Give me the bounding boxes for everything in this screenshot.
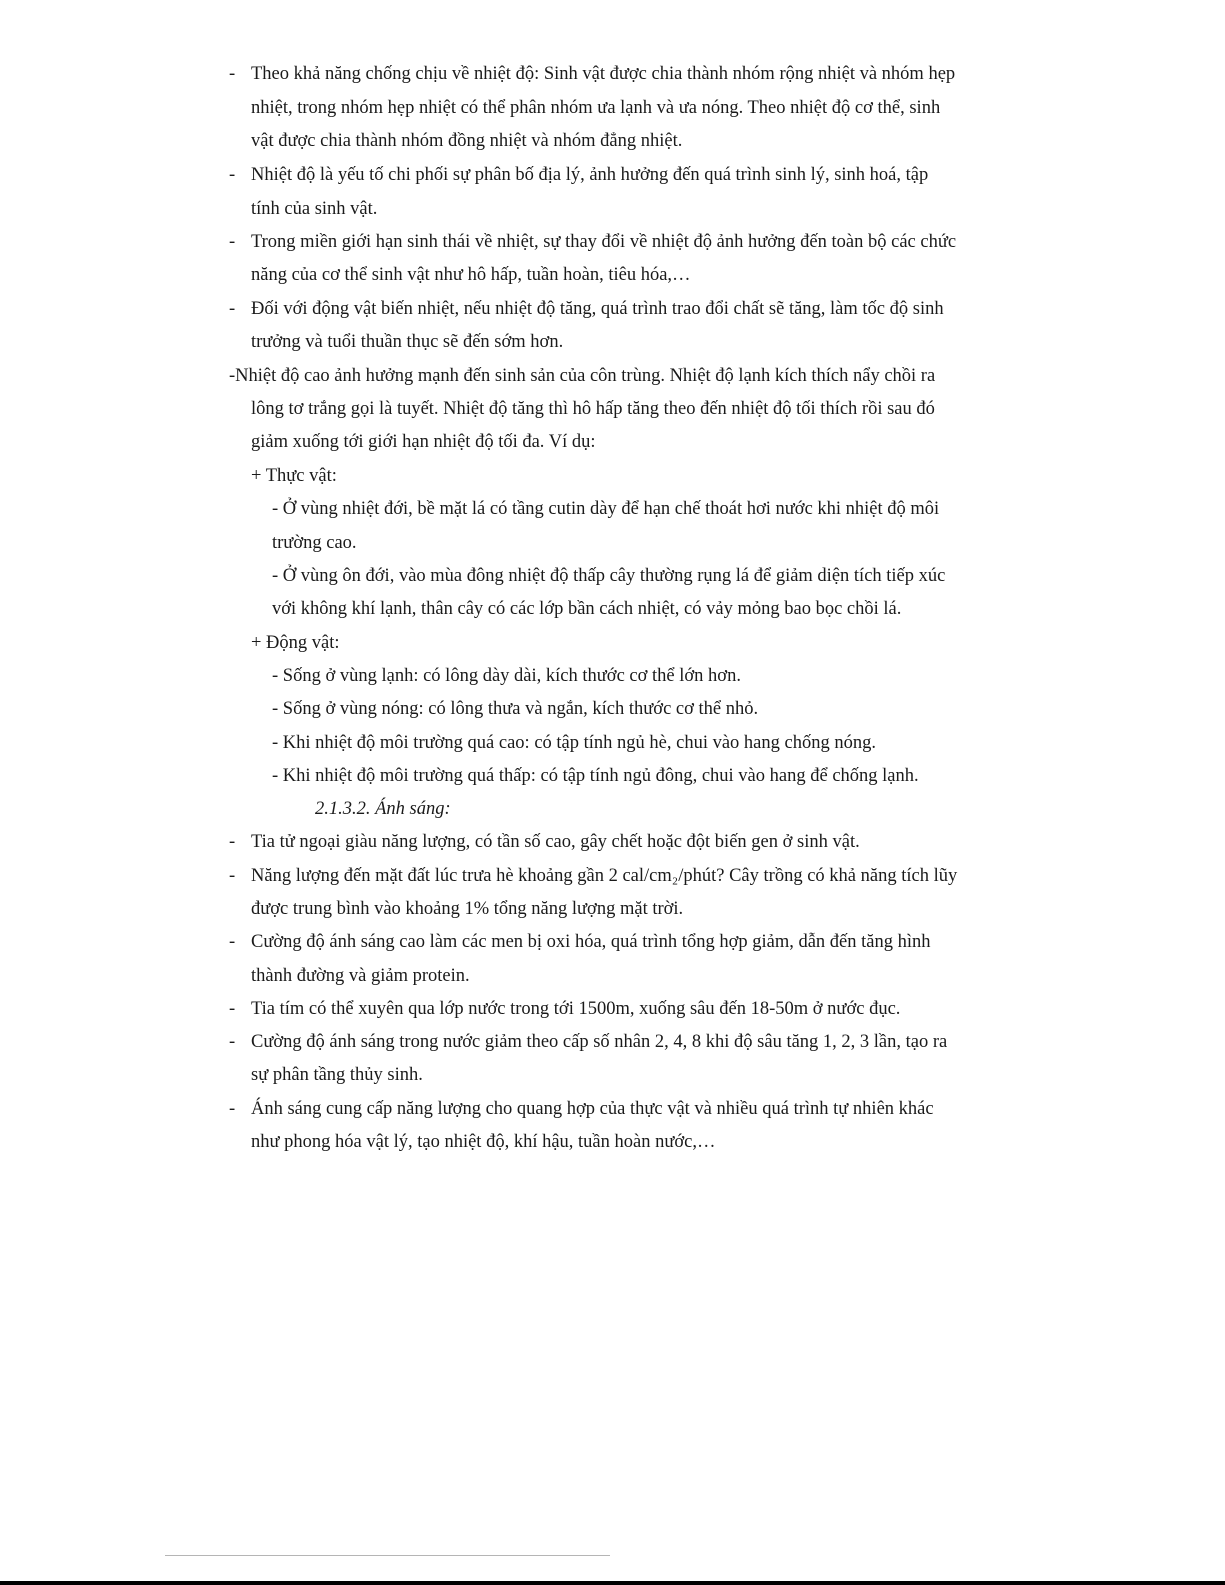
text-line: được trung bình vào khoảng 1% tổng năng lượng mặt trời. — [251, 899, 684, 919]
text-line: tính của sinh vật. — [251, 199, 378, 219]
text-line: vật được chia thành nhóm đồng nhiệt và nhóm đẳng nhiệt. — [251, 131, 683, 151]
bullet-dash: - — [229, 1032, 236, 1052]
text-line: giảm xuống tới giới hạn nhiệt độ tối đa. Ví dụ: — [251, 432, 596, 452]
text-line: - Khi nhiệt độ môi trường quá cao: có tập tính ngủ hè, chui vào hang chống nóng. — [272, 733, 876, 753]
text-line: trưởng và tuổi thuần thục sẽ đến sớm hơn. — [251, 332, 564, 352]
text-line: sự phân tầng thủy sinh. — [251, 1065, 423, 1085]
text-line: - Sống ở vùng nóng: có lông thưa và ngắn, kích thước cơ thể nhỏ. — [272, 699, 759, 719]
text-line: Cường độ ánh sáng trong nước giảm theo cấp số nhân 2, 4, 8 khi độ sâu tăng 1, 2, 3 lần, tạo ra — [251, 1032, 948, 1052]
bullet-dash: - — [229, 232, 236, 252]
bullet-dash: - — [229, 1099, 236, 1119]
text-line: như phong hóa vật lý, tạo nhiệt độ, khí hậu, tuần hoàn nước,… — [251, 1132, 716, 1152]
footnote-separator — [165, 1555, 610, 1556]
text-line: thành đường và giảm protein. — [251, 966, 470, 986]
bullet-dash: - — [229, 64, 236, 84]
bullet-dash: - — [229, 299, 236, 319]
text-line: Năng lượng đến mặt đất lúc trưa hè khoảng gần 2 cal/cm₂/phút? Cây trồng có khả năng tích lũy — [251, 866, 958, 886]
text-line: -Nhiệt độ cao ảnh hưởng mạnh đến sinh sản của côn trùng. Nhiệt độ lạnh kích thích nẩy chồi ra — [229, 366, 936, 386]
bullet-dash: - — [229, 999, 236, 1019]
bullet-dash: - — [229, 165, 236, 185]
subheading-plants: + Thực vật: — [251, 466, 337, 486]
text-line: Cường độ ánh sáng cao làm các men bị oxi hóa, quá trình tổng hợp giảm, dẫn đến tăng hình — [251, 932, 931, 952]
text-line: - Ở vùng ôn đới, vào mùa đông nhiệt độ thấp cây thường rụng lá để giảm diện tích tiếp xúc — [272, 566, 946, 586]
text-line: Trong miền giới hạn sinh thái về nhiệt, sự thay đổi về nhiệt độ ảnh hưởng đến toàn bộ các chức — [251, 232, 957, 252]
text-line: Đối với động vật biến nhiệt, nếu nhiệt độ tăng, quá trình trao đổi chất sẽ tăng, làm tốc độ sinh — [251, 299, 944, 319]
text-line: Tia tử ngoại giàu năng lượng, có tần số cao, gây chết hoặc đột biến gen ở sinh vật. — [251, 832, 860, 852]
bullet-dash: - — [229, 832, 236, 852]
text-line: - Khi nhiệt độ môi trường quá thấp: có tập tính ngủ đông, chui vào hang để chống lạnh. — [272, 766, 919, 786]
text-line: - Ở vùng nhiệt đới, bề mặt lá có tầng cutin dày để hạn chế thoát hơi nước khi nhiệt độ môi — [272, 499, 940, 519]
subheading-animals: + Động vật: — [251, 633, 340, 653]
text-line: năng của cơ thể sinh vật như hô hấp, tuần hoàn, tiêu hóa,… — [251, 265, 691, 285]
text-line: Tia tím có thể xuyên qua lớp nước trong tới 1500m, xuống sâu đến 18-50m ở nước đục. — [251, 999, 901, 1019]
text-line: - Sống ở vùng lạnh: có lông dày dài, kích thước cơ thể lớn hơn. — [272, 666, 741, 686]
text-line: với không khí lạnh, thân cây có các lớp bần cách nhiệt, có vảy mỏng bao bọc chồi lá. — [272, 599, 902, 619]
text-line: Nhiệt độ là yếu tố chi phối sự phân bố địa lý, ảnh hưởng đến quá trình sinh lý, sinh hoá, tập — [251, 165, 929, 185]
text-line: Theo khả năng chống chịu về nhiệt độ: Sinh vật được chia thành nhóm rộng nhiệt và nhóm hẹp — [251, 64, 956, 84]
text-line: trường cao. — [272, 533, 357, 553]
text-line: nhiệt, trong nhóm hẹp nhiệt có thể phân nhóm ưa lạnh và ưa nóng. Theo nhiệt độ cơ thể, sinh — [251, 98, 941, 118]
text-line: lông tơ trắng gọi là tuyết. Nhiệt độ tăng thì hô hấp tăng theo đến nhiệt độ tối thích rồi sau đó — [251, 399, 935, 419]
section-heading: 2.1.3.2. Ánh sáng: — [315, 799, 451, 819]
bullet-dash: - — [229, 932, 236, 952]
bullet-dash: - — [229, 866, 236, 886]
text-line: Ánh sáng cung cấp năng lượng cho quang hợp của thực vật và nhiều quá trình tự nhiên khác — [251, 1099, 934, 1119]
page-bottom-edge — [0, 1581, 1225, 1585]
